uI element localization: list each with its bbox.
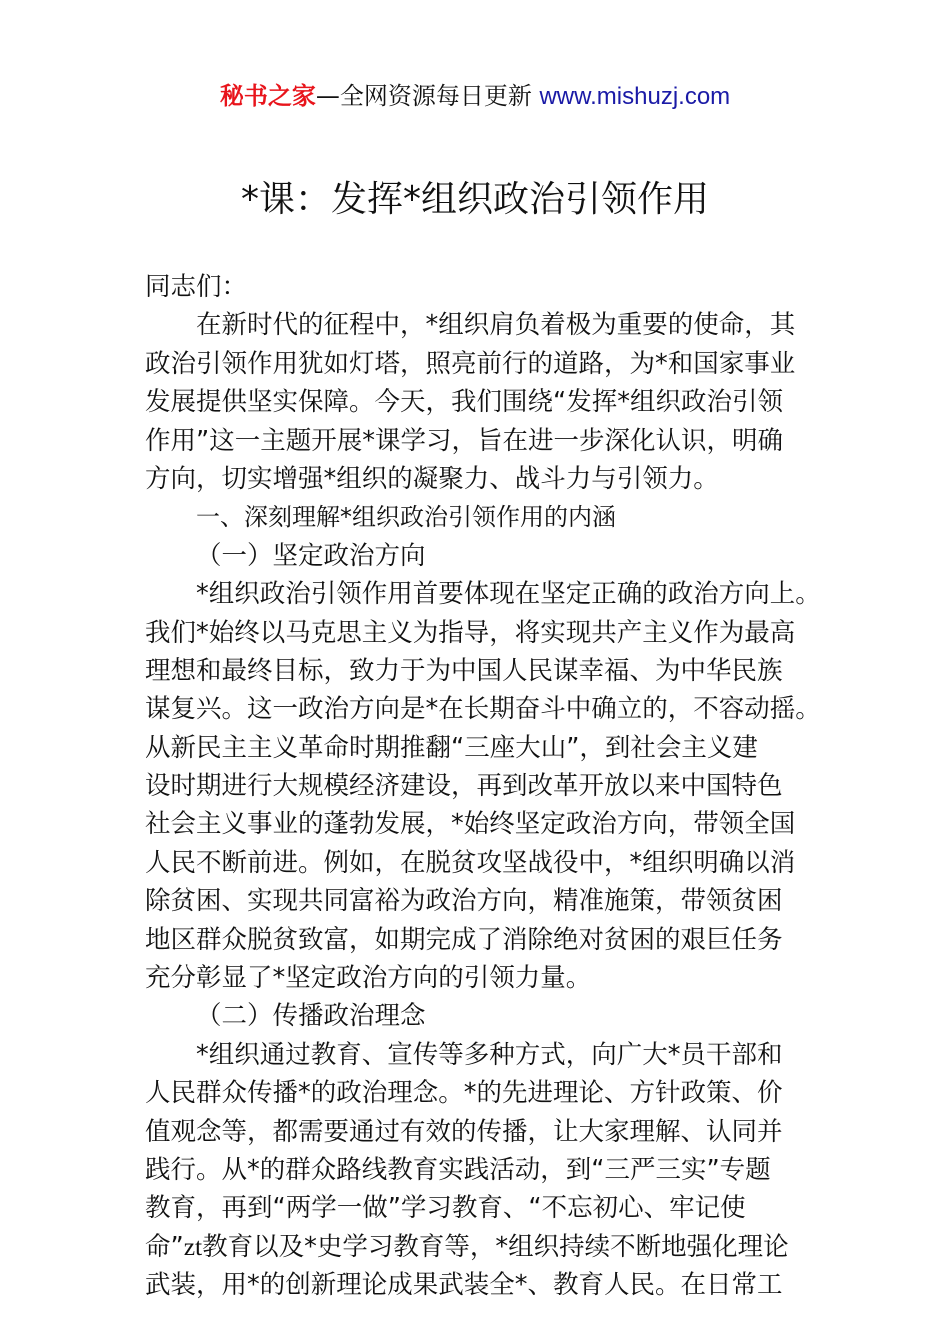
paragraph-line: 人民群众传播*的政治理念。*的先进理论、方针政策、价 xyxy=(145,1078,783,1109)
line-segment-latin: zt xyxy=(183,1231,203,1261)
paragraph-line: 值观念等，都需要通过有效的传播，让大家理解、认同并 xyxy=(145,1116,783,1147)
paragraph-line: 政治引领作用犹如灯塔，照亮前行的道路，为*和国家事业 xyxy=(145,348,796,379)
paragraph-line: 从新民主主义革命时期推翻“三座大山”，到社会主义建 xyxy=(145,732,758,763)
site-url-link[interactable]: www.mishuzj.com xyxy=(539,83,731,110)
paragraph-line: 践行。从*的群众路线教育实践活动，到“三严三实”专题 xyxy=(145,1154,771,1185)
document-title: *课：发挥*组织政治引领作用 xyxy=(240,179,709,220)
paragraph-line: 充分彰显了*坚定政治方向的引领力量。 xyxy=(145,963,592,994)
brand-name: 秘书之家 xyxy=(219,82,316,110)
paragraph-line xyxy=(145,1228,825,1266)
paragraph-line: 发展提供坚实保障。今天，我们围绕“发挥*组织政治引领 xyxy=(145,387,783,418)
paragraph-line: 教育，再到“两学一做”学习教育、“不忘初心、牢记使 xyxy=(145,1193,746,1224)
subsection-heading: （一）坚定政治方向 xyxy=(196,540,426,571)
paragraph-line: 武装，用*的创新理论成果武装全*、教育人民。在日常工 xyxy=(145,1270,783,1301)
salutation: 同志们： xyxy=(145,272,248,302)
header-tagline: —全网资源每日更新 xyxy=(315,82,540,110)
section-heading: 一、深刻理解*组织政治引领作用的内涵 xyxy=(196,503,616,532)
paragraph-line: 除贫困、实现共同富裕为政治方向，精准施策，带领贫困 xyxy=(145,886,783,917)
paragraph-line: 社会主义事业的蓬勃发展，*始终坚定政治方向，带领全国 xyxy=(145,809,796,840)
subsection-heading: （二）传播政治理念 xyxy=(196,1001,426,1032)
document-body xyxy=(145,268,825,1305)
paragraph-line: 地区群众脱贫致富，如期完成了消除绝对贫困的艰巨任务 xyxy=(145,924,783,955)
paragraph-line: 谋复兴。这一政治方向是*在长期奋斗中确立的，不容动摇。 xyxy=(145,694,821,725)
paragraph-line: 理想和最终目标，致力于为中国人民谋幸福、为中华民族 xyxy=(145,655,783,686)
paragraph-line: 作用”这一主题开展*课学习，旨在进一步深化认识，明确 xyxy=(145,425,783,456)
line-segment: 命” xyxy=(145,1231,184,1262)
paragraph-line: *组织政治引领作用首要体现在坚定正确的政治方向上。 xyxy=(196,579,821,610)
paragraph-line: 设时期进行大规模经济建设，再到改革开放以来中国特色 xyxy=(145,771,783,802)
paragraph-line: 人民不断前进。例如，在脱贫攻坚战役中，*组织明确以消 xyxy=(145,847,796,878)
paragraph-line: 方向，切实增强*组织的凝聚力、战斗力与引领力。 xyxy=(145,463,719,494)
line-segment: 教育以及*史学习教育等，*组织持续不断地强化理论 xyxy=(202,1231,789,1262)
paragraph-line: 我们*始终以马克思主义为指导，将实现共产主义作为最高 xyxy=(145,617,796,648)
paragraph-line: 在新时代的征程中，*组织肩负着极为重要的使命，其 xyxy=(196,310,796,341)
paragraph-line: *组织通过教育、宣传等多种方式，向广大*员干部和 xyxy=(196,1039,783,1070)
site-header xyxy=(0,80,950,113)
